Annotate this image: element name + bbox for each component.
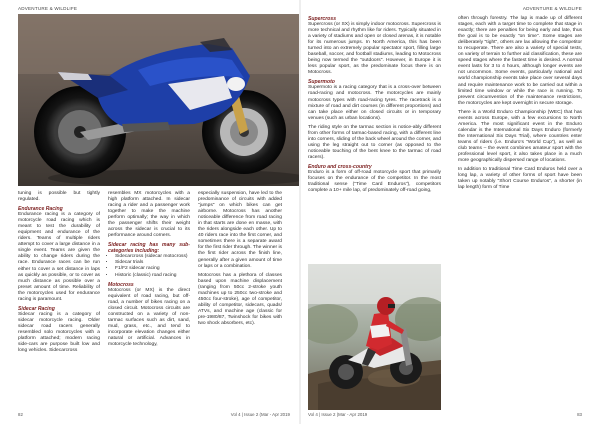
paragraph: Enduro is a form of off-road motorcycle sport that primarily focuses on the endurance of the competitor. In the most traditional sense ("Time Card Enduros"), competitors complete a 10+ mile lap, of predominately off-road going, <box>308 169 441 194</box>
paragraph: Motocross has a plethora of classes based upon machine displacement (ranging from 50cc 2-stroke youth machines up to 250cc two-stroke and 450cc four-stroke), age of competitor, ability of competitor, sidecars, quads/ ATVs, and machine age (classic for pre-1980/87, Twinshock for bikes with two shock absorbers, etc). <box>198 272 282 326</box>
subheading-sidecar-racing: Sidecar Racing <box>18 305 55 312</box>
paragraph: often through forestry. The lap is made up of different stages, each with a target time to complete that stage in exactly; there are penalties for being early and late, thus the goal is to be exactly "on time". Some stages are deliberately "tight", others are lax allowing the competitor to recuperate. There are also a variety of special tests, on variety of terrain to further aid classification, these are speed stages where the fastest time is desired. A normal event lasts for 3 to 4 hours, although longer events are not uncommon. Some events, particularly national and world championship events take place over several days and require maintenance work to be carried out within a limited time window or while the race is running. To prevent circumvention of the maintenance restrictions, the motorcycles are kept overnight in secure storage. <box>458 16 582 106</box>
subheading-enduro: Enduro and cross-country <box>308 163 372 170</box>
paragraph: In addition to traditional Time Card Enduros held over a long lap, a variety of other forms of sport have been taken up notably "Short Course Enduros", a shorter (in lap length) form of Time <box>458 167 582 191</box>
list-item: • Sidecar trials <box>115 260 190 266</box>
dirt-bike-rider-photo <box>308 264 441 410</box>
list-item: • Sidecarcross (sidecar motocross) <box>115 254 190 260</box>
paragraph: Sidecar racing is a category of sidecar motorcycle racing. Older sidecar road racers generally resembled solo motorcycles with a platform attached; modern racing side-cars are purpose built low and long vehicles. Sidecarcross <box>18 311 100 354</box>
paragraph: tuning is possible but tightly regulated. <box>18 191 100 203</box>
list-item: • Historic (classic) road racing <box>115 273 190 279</box>
racing-motorcycle-photo <box>18 14 300 186</box>
right-page <box>300 0 600 424</box>
paragraph: especially suspension, have led to the predominance of circuits with added "jumps" on which bikes can get airborne. Motocross has another noticeable difference from road racing in that starts are done en masse, with the riders alongside each other. Up to 40 riders race into the first corner, and sometimes there is a separate award for the first rider through. The winner is the first rider across the finish line, generally after a given amount of time or laps or a combination. <box>198 191 282 269</box>
issue-info-right: Vol 4 | Issue 2 (Mar - Apr 2019 <box>308 412 368 417</box>
paragraph: Supercross (or SX) is simply indoor motocross. Supercross is more technical and rhythm like for riders. Typically situated in a variety of stadiums and open or closed arenas, it is notable for its numerous jumps. In North America, this has been turned into an extremely popular spectator sport, filling large baseball, soccer, and football stadiums, leading to Motocross being now termed the "outdoors". However, in Europe it is less popular sport, as the predominate focus there is on Motocross. <box>308 22 441 76</box>
subheading-endurance-racing: Endurance Racing <box>18 206 63 213</box>
column-2 <box>108 191 190 351</box>
paragraph: The riding style on the tarmac section is notice-ably different from other forms of tarmac-based racing, with a different line into corners, sliding of the back wheel around the corner, and using the leg straight out to corner (as opposed to the noticeable touching of the bent knee to the tarmac of road racers). <box>308 124 441 160</box>
column-3 <box>198 191 282 330</box>
subheading-supermoto: Supermoto <box>308 79 335 86</box>
paragraph: Endurance racing is a category of motorcycle road racing which is meant to test the durability of equipment and endurance of the riders. Teams of multiple riders attempt to cover a large distance in a single event. Teams are given the ability to change riders during the race. Endurance races can be run either to cover a set distance in laps as quickly as possible, or to cover as much distance as possible over a preset amount of time. Reliability of the motorcycles used for endurance racing is paramount. <box>18 212 100 302</box>
section-header-left: ADVENTURE & WILDLIFE <box>18 6 78 11</box>
paragraph: There is a World Enduro Championship (WEC) that has events across Europe, with a few excursions to North America. The most significant event in the Enduro calendar is the International Six Days Enduro (formerly the International Six Days Trial), where countries enter teams of riders (i.e. Enduro's "World Cup"), as well as club teams – the event combines amateur sport with the professional level sport, it also takes place in a much more geographically dispersed range of locations. <box>458 109 582 164</box>
page-number-left: 82 <box>18 412 23 417</box>
page-number-right: 83 <box>577 412 582 417</box>
column-1 <box>18 191 100 357</box>
section-header-right: ADVENTURE & WILDLIFE <box>522 6 582 11</box>
column-4 <box>308 16 441 197</box>
subheading-supercross: Supercross <box>308 16 337 22</box>
list-item: • F1/F2 sidecar racing <box>115 266 190 272</box>
spread-gutter <box>299 0 301 424</box>
subheading-motocross: Motocross <box>108 281 134 288</box>
paragraph: Motocross (or MX) is the direct equivalent of road racing, but off-road, a number of bikes racing on a closed circuit. Motocross circuits are constructed on a variety of non-tarmac surfaces such as dirt, sand, mud, grass, etc., and tend to incorporate elevation changes either natural or artificial. Advances in motorcycle technology, <box>108 287 190 347</box>
issue-info-left: Vol 4 | Issue 2 (Mar - Apr 2019 <box>230 412 290 417</box>
subheading-sub-categories: Sidecar racing has many sub-categories including: <box>108 242 190 255</box>
sidecar-categories-list <box>108 254 190 278</box>
paragraph: Supermoto is a racing category that is a cross-over between road-racing and motocross. The motorcycles are mainly motocross types with road-racing tyres. The racetrack is a mixture of road and dirt courses (in different proportions) and can take place either on closed circuits or in temporary venues (such as urban locations). <box>308 85 441 121</box>
paragraph: resembles MX motorcycles with a high platform attached. In sidecar racing a rider and a passenger work together to make the machine perform optimally; the way in which the passenger shifts their weight across the sidecar is crucial to its performance around corners. <box>108 191 190 239</box>
column-5 <box>458 16 582 194</box>
